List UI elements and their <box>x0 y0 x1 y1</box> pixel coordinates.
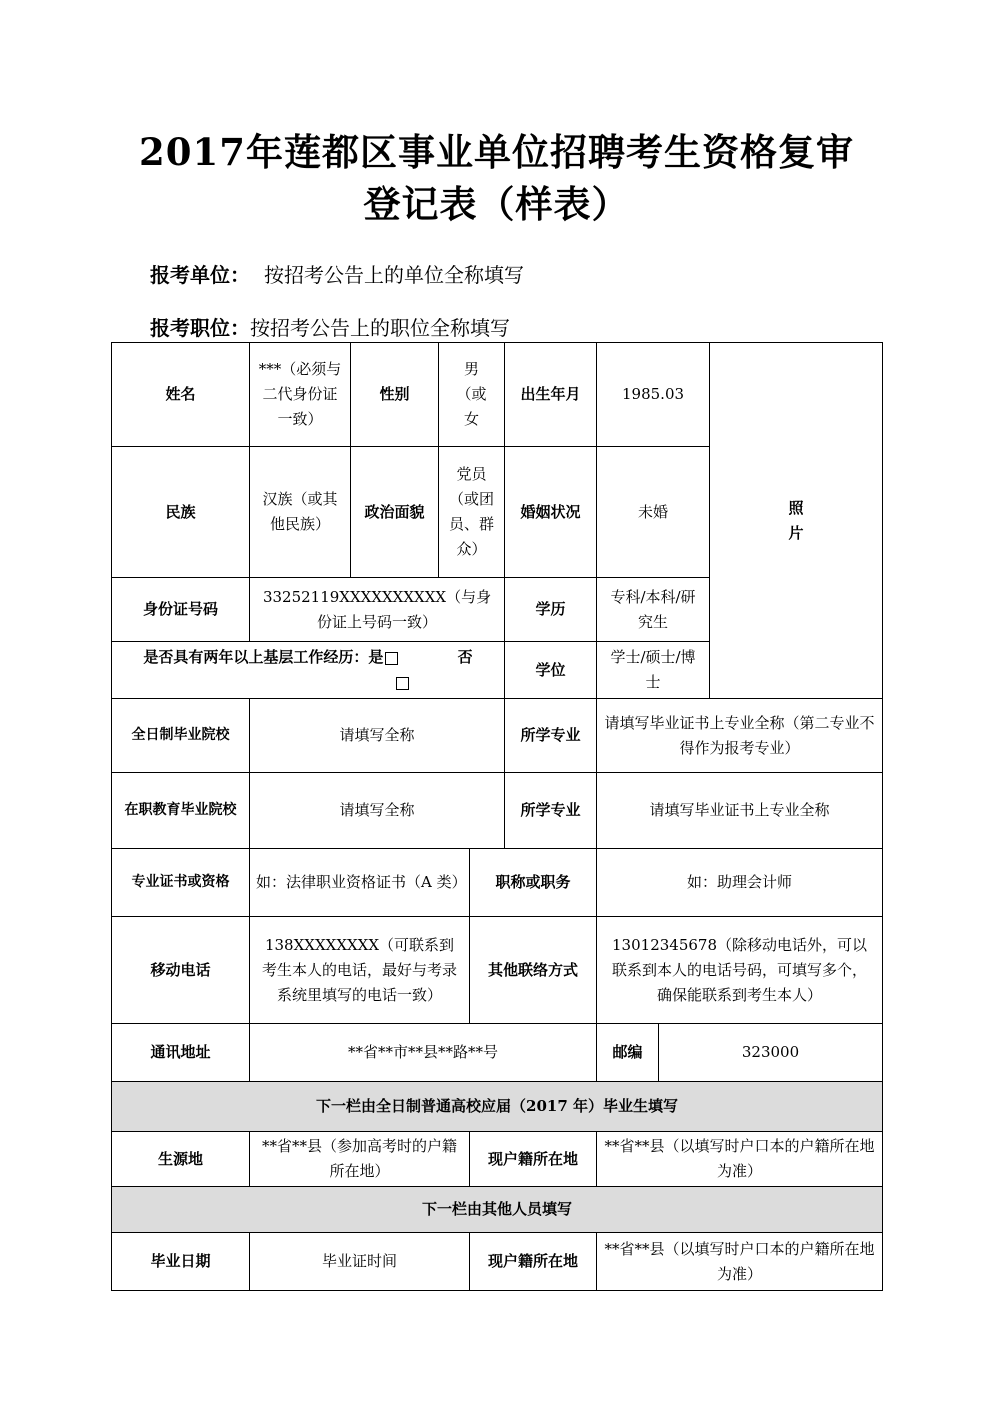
degree-value: 学士/硕士/博士 <box>597 642 710 699</box>
table-row <box>112 849 883 917</box>
photo-box <box>710 343 883 699</box>
form-title-line1: 2017年莲都区事业单位招聘考生资格复审 <box>139 130 854 174</box>
id-number-value: 33252119XXXXXXXXXX（与身份证上号码一致） <box>250 578 505 642</box>
marital-value: 未婚 <box>597 447 710 578</box>
ethnicity-value: 汉族（或其他民族） <box>250 447 351 578</box>
id-number-label: 身份证号码 <box>112 578 250 642</box>
grassroots-label: 是否具有两年以上基层工作经历： <box>143 648 369 666</box>
checkbox-yes[interactable] <box>385 652 398 665</box>
grad-date-value: 毕业证时间 <box>250 1233 470 1291</box>
photo-char-1: 照 <box>788 498 804 517</box>
table-row <box>112 1233 883 1291</box>
name-label: 姓名 <box>112 343 250 447</box>
address-value: **省**市**县**路**号 <box>250 1024 597 1082</box>
table-row <box>112 917 883 1024</box>
apply-unit-value: 按招考公告上的单位全称填写 <box>264 263 524 287</box>
mobile-value: 138XXXXXXXX（可联系到考生本人的电话，最好与考录系统里填写的电话一致） <box>250 917 470 1024</box>
marital-label: 婚姻状况 <box>505 447 597 578</box>
registration-table <box>111 342 883 1291</box>
table-row <box>112 1132 883 1187</box>
education-label: 学历 <box>505 578 597 642</box>
apply-unit-line <box>150 259 524 288</box>
hukou-label-2: 现户籍所在地 <box>470 1233 597 1291</box>
name-value: ***（必须与二代身份证一致） <box>250 343 351 447</box>
apply-unit-label: 报考单位： <box>150 263 250 287</box>
inservice-major-value: 请填写毕业证书上专业全称 <box>597 773 883 849</box>
origin-value: **省**县（参加高考时的户籍所在地） <box>250 1132 470 1187</box>
postcode-value: 323000 <box>659 1024 883 1082</box>
certificate-value: 如：法律职业资格证书（A 类） <box>250 849 470 917</box>
form-title-line2: 登记表（样表） <box>363 182 630 226</box>
fulltime-school-value: 请填写全称 <box>250 699 505 773</box>
ethnicity-label: 民族 <box>112 447 250 578</box>
politics-value: 党员（或团员、群众） <box>439 447 505 578</box>
apply-position-line <box>150 312 510 341</box>
gender-label: 性别 <box>351 343 439 447</box>
table-row <box>112 1187 883 1233</box>
checkbox-no[interactable] <box>396 677 409 690</box>
table-row <box>112 1024 883 1082</box>
degree-label: 学位 <box>505 642 597 699</box>
grassroots-no: 否 <box>457 648 473 666</box>
grassroots-experience <box>112 642 505 699</box>
origin-label: 生源地 <box>112 1132 250 1187</box>
address-label: 通讯地址 <box>112 1024 250 1082</box>
certificate-label: 专业证书或资格 <box>112 849 250 917</box>
birth-label: 出生年月 <box>505 343 597 447</box>
fulltime-school-label: 全日制毕业院校 <box>112 699 250 773</box>
table-row <box>112 343 883 447</box>
table-row <box>112 773 883 849</box>
photo-char-2: 片 <box>788 523 804 542</box>
table-row <box>112 1082 883 1132</box>
education-value: 专科/本科/研究生 <box>597 578 710 642</box>
postcode-label: 邮编 <box>597 1024 659 1082</box>
other-contact-label: 其他联络方式 <box>470 917 597 1024</box>
inservice-school-value: 请填写全称 <box>250 773 505 849</box>
section-header-graduates: 下一栏由全日制普通高校应届（2017 年）毕业生填写 <box>112 1082 883 1132</box>
gender-value: 男（或女 <box>439 343 505 447</box>
mobile-label: 移动电话 <box>112 917 250 1024</box>
apply-position-value: 按招考公告上的职位全称填写 <box>250 316 510 340</box>
section-header-others: 下一栏由其他人员填写 <box>112 1187 883 1233</box>
politics-label: 政治面貌 <box>351 447 439 578</box>
hukou-value-2: **省**县（以填写时户口本的户籍所在地为准） <box>597 1233 883 1291</box>
hukou-label: 现户籍所在地 <box>470 1132 597 1187</box>
apply-position-label: 报考职位： <box>150 316 250 340</box>
fulltime-major-label: 所学专业 <box>505 699 597 773</box>
inservice-school-label: 在职教育毕业院校 <box>112 773 250 849</box>
title-duty-label: 职称或职务 <box>470 849 597 917</box>
birth-value: 1985.03 <box>597 343 710 447</box>
grad-date-label: 毕业日期 <box>112 1233 250 1291</box>
fulltime-major-value: 请填写毕业证书上专业全称（第二专业不得作为报考专业） <box>597 699 883 773</box>
grassroots-yes: 是 <box>368 648 384 666</box>
table-row <box>112 699 883 773</box>
hukou-value: **省**县（以填写时户口本的户籍所在地为准） <box>597 1132 883 1187</box>
title-duty-value: 如：助理会计师 <box>597 849 883 917</box>
other-contact-value: 13012345678（除移动电话外，可以联系到本人的电话号码，可填写多个，确保能联系到考生本人） <box>597 917 883 1024</box>
inservice-major-label: 所学专业 <box>505 773 597 849</box>
